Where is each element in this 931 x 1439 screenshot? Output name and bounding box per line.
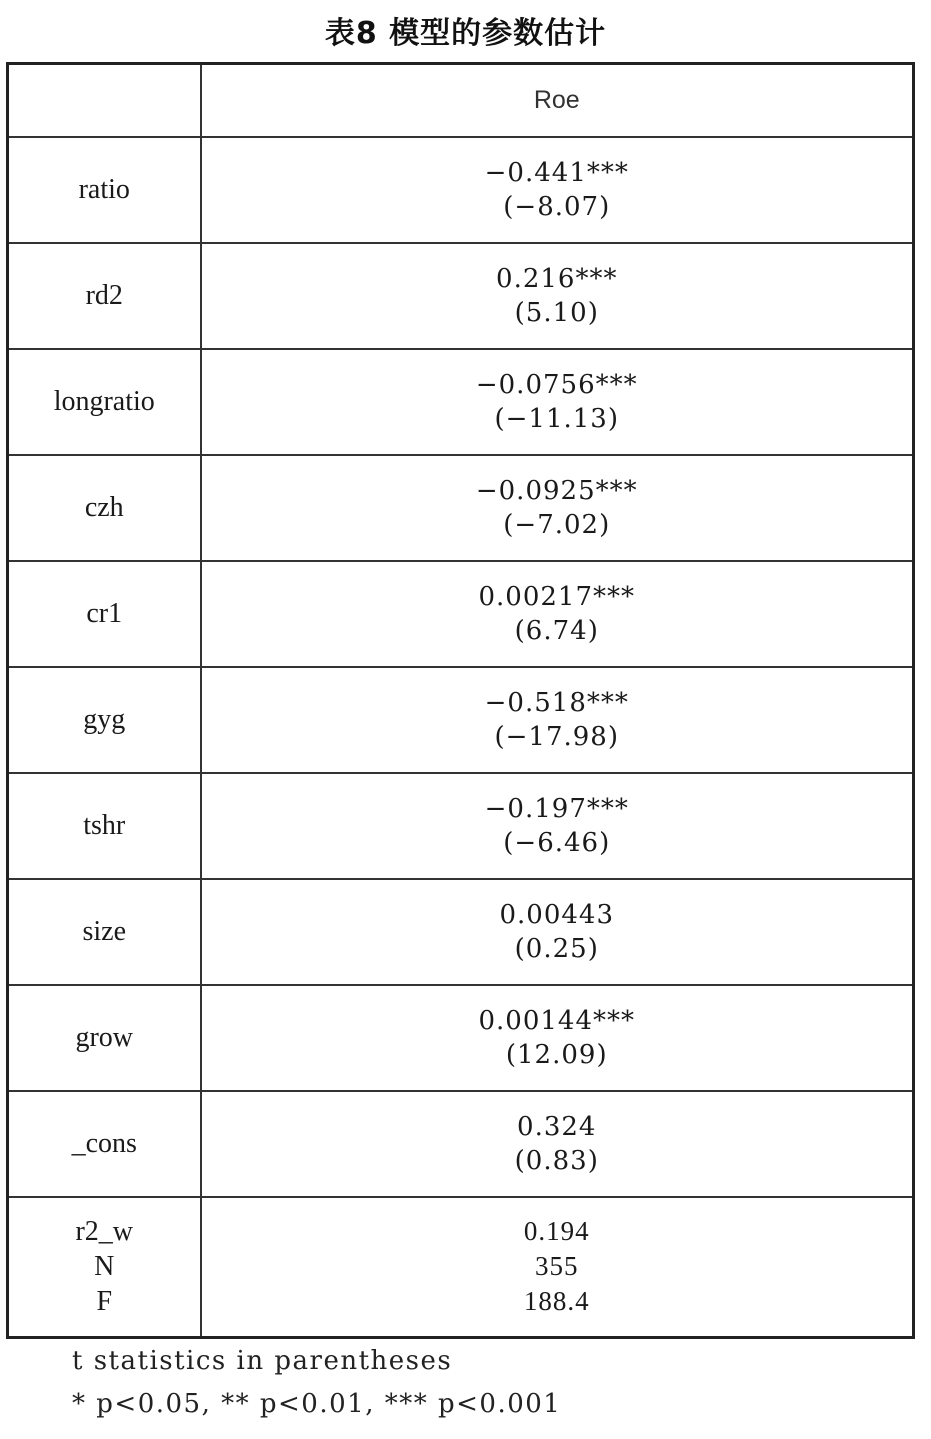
- coefficient: 0.324: [517, 1111, 597, 1142]
- coefficient: −0.441***: [484, 157, 629, 188]
- coefficient: −0.197***: [484, 793, 629, 824]
- coefficient: 0.00217***: [478, 581, 636, 612]
- table-row: [8, 137, 914, 243]
- coefficient-cell: [201, 561, 914, 667]
- t-statistic: (0.83): [514, 1145, 599, 1176]
- coefficient-cell: [201, 879, 914, 985]
- variable-name: gyg: [8, 667, 201, 773]
- coefficient-cell: [201, 985, 914, 1091]
- t-statistic: (−17.98): [494, 721, 619, 752]
- variable-name: ratio: [8, 137, 201, 243]
- t-statistic: (−11.13): [494, 403, 619, 434]
- variable-name: cr1: [8, 561, 201, 667]
- coefficient-cell: [201, 349, 914, 455]
- footnote-significance: * p<0.05, ** p<0.01, *** p<0.001: [72, 1389, 562, 1419]
- coefficient: −0.518***: [484, 687, 629, 718]
- stat-values-cell: [201, 1197, 914, 1338]
- t-statistic: (5.10): [514, 297, 599, 328]
- stat-name-r2-w: r2_w: [75, 1216, 134, 1248]
- coefficient-cell: [201, 137, 914, 243]
- coefficient-cell: [201, 243, 914, 349]
- stat-names-cell: [8, 1197, 201, 1338]
- table-row: [8, 561, 914, 667]
- table-row: [8, 773, 914, 879]
- coefficient-cell: [201, 667, 914, 773]
- table-row: [8, 243, 914, 349]
- coefficient: −0.0756***: [475, 369, 638, 400]
- table-header-row: [8, 64, 914, 137]
- header-roe: Roe: [201, 64, 914, 137]
- stat-value-n: 355: [535, 1251, 579, 1282]
- t-statistic: (−8.07): [503, 191, 611, 222]
- table-row: [8, 455, 914, 561]
- variable-name: rd2: [8, 243, 201, 349]
- variable-name: longratio: [8, 349, 201, 455]
- coefficient-cell: [201, 455, 914, 561]
- stat-name-f: F: [96, 1286, 113, 1318]
- regression-table: [6, 62, 915, 1339]
- table-title: 表8 模型的参数估计: [324, 16, 607, 51]
- stat-value-f: 188.4: [523, 1286, 590, 1317]
- stat-value-r2-w: 0.194: [523, 1216, 590, 1247]
- t-statistic: (12.09): [505, 1039, 608, 1070]
- stat-name-n: N: [94, 1251, 115, 1283]
- header-empty-cell: [8, 64, 201, 137]
- variable-name: size: [8, 879, 201, 985]
- coefficient-cell: [201, 773, 914, 879]
- t-statistic: (0.25): [514, 933, 599, 964]
- variable-name: czh: [8, 455, 201, 561]
- t-statistic: (6.74): [514, 615, 599, 646]
- t-statistic: (−7.02): [503, 509, 611, 540]
- footnote-t-statistics: t statistics in parentheses: [72, 1346, 453, 1376]
- table-row: [8, 667, 914, 773]
- table-row: [8, 349, 914, 455]
- table-row: [8, 1091, 914, 1197]
- coefficient: 0.216***: [496, 263, 618, 294]
- table-row: [8, 879, 914, 985]
- coefficient-cell: [201, 1091, 914, 1197]
- coefficient: −0.0925***: [475, 475, 638, 506]
- variable-name: _cons: [8, 1091, 201, 1197]
- table-row: [8, 985, 914, 1091]
- variable-name: tshr: [8, 773, 201, 879]
- model-stats-row: [8, 1197, 914, 1338]
- variable-name: grow: [8, 985, 201, 1091]
- t-statistic: (−6.46): [503, 827, 611, 858]
- coefficient: 0.00443: [499, 899, 615, 930]
- coefficient: 0.00144***: [478, 1005, 636, 1036]
